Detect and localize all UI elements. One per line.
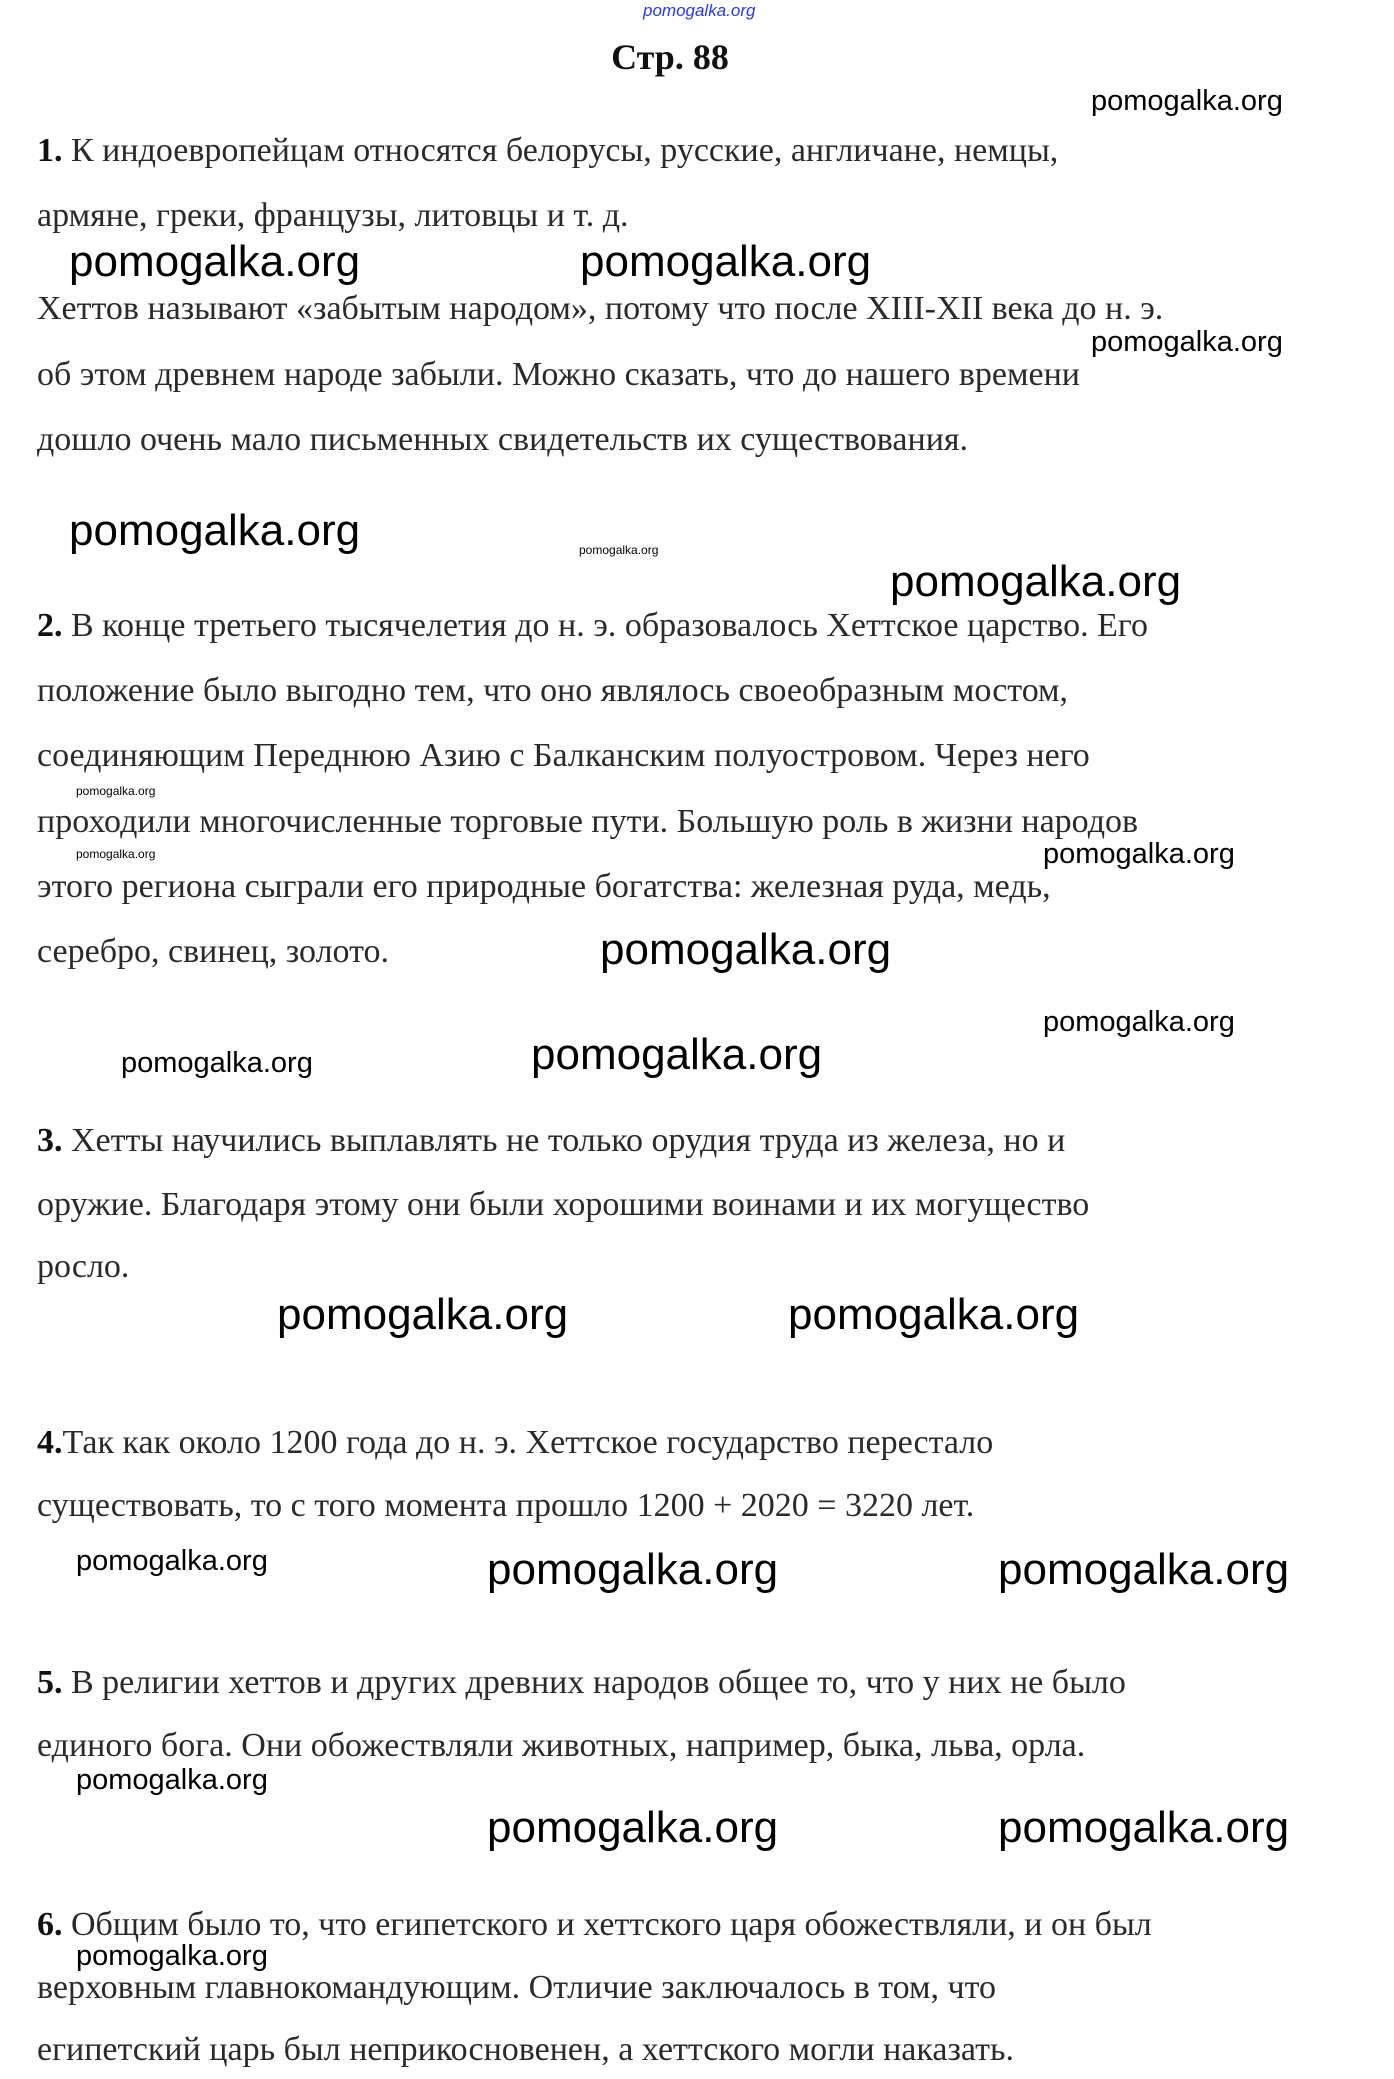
watermark: pomogalka.org (998, 1803, 1290, 1852)
item-2-line: этого региона сыграли его природные богатства: железная руда, медь, (37, 868, 1051, 905)
watermark: pomogalka.org (1043, 1006, 1235, 1038)
watermark: pomogalka.org (76, 1764, 268, 1796)
item-1-line: Хеттов называют «забытым народом», потому что после XIII-XII века до н. э. (37, 290, 1164, 327)
watermark: pomogalka.org (69, 237, 361, 286)
item-5-line: единого бога. Они обожествляли животных, например, быка, льва, орла. (37, 1727, 1086, 1764)
text: Так как около 1200 года до н. э. Хеттское государство перестало (62, 1424, 994, 1461)
item-number: 6. (37, 1906, 63, 1943)
item-1-line (37, 133, 1058, 169)
item-number: 1. (37, 132, 63, 169)
text: В конце третьего тысячелетия до н. э. образовалось Хеттское царство. Его (71, 607, 1148, 644)
watermark: pomogalka.org (76, 1545, 268, 1577)
item-number: 2. (37, 607, 63, 644)
text: В религии хеттов и других древних народов общее то, что у них не было (71, 1664, 1126, 1701)
item-6-line: египетский царь был неприкосновенен, а хеттского могли наказать. (37, 2031, 1014, 2068)
item-number: 5. (37, 1664, 63, 1701)
watermark: pomogalka.org (487, 1803, 779, 1852)
watermark: pomogalka.org (76, 784, 156, 798)
item-6-line (37, 1907, 1152, 1943)
watermark: pomogalka.org (579, 543, 659, 557)
watermark: pomogalka.org (1043, 838, 1235, 870)
watermark: pomogalka.org (277, 1290, 569, 1339)
watermark: pomogalka.org (998, 1545, 1290, 1594)
item-4-line: существовать, то с того момента прошло 1200 + 2020 = 3220 лет. (37, 1487, 975, 1524)
item-2-line: проходили многочисленные торговые пути. Большую роль в жизни народов (37, 803, 1139, 840)
watermark: pomogalka.org (1091, 326, 1283, 358)
watermark: pomogalka.org (643, 1, 756, 20)
item-3-line (37, 1123, 1065, 1159)
watermark: pomogalka.org (531, 1030, 823, 1079)
watermark: pomogalka.org (121, 1047, 313, 1079)
text: Общим было то, что египетского и хеттского царя обожествляли, и он был (71, 1906, 1152, 1943)
item-number: 4. (37, 1424, 63, 1461)
text: К индоевропейцам относятся белорусы, русские, англичане, немцы, (71, 132, 1059, 169)
watermark: pomogalka.org (76, 1940, 268, 1972)
item-1-line: об этом древнем народе забыли. Можно сказать, что до нашего времени (37, 356, 1080, 393)
watermark: pomogalka.org (600, 925, 892, 974)
item-1-line: дошло очень мало письменных свидетельств их существования. (37, 421, 969, 458)
item-5-line (37, 1665, 1126, 1701)
watermark: pomogalka.org (69, 506, 361, 555)
page-title: Стр. 88 (611, 37, 729, 77)
text: Хетты научились выплавлять не только орудия труда из железа, но и (71, 1122, 1066, 1159)
item-2-line: серебро, свинец, золото. (37, 933, 390, 970)
watermark: pomogalka.org (76, 847, 156, 861)
item-3-line: росло. (37, 1248, 130, 1285)
item-6-line: верховным главнокомандующим. Отличие заключалось в том, что (37, 1969, 997, 2006)
watermark: pomogalka.org (487, 1545, 779, 1594)
item-2-line: соединяющим Переднюю Азию с Балканским полуостровом. Через него (37, 737, 1090, 774)
item-1-line: армяне, греки, французы, литовцы и т. д. (37, 197, 629, 234)
item-number: 3. (37, 1122, 63, 1159)
item-2-line (37, 608, 1148, 644)
watermark: pomogalka.org (1091, 85, 1283, 117)
item-4-line (37, 1425, 993, 1461)
watermark: pomogalka.org (890, 557, 1182, 606)
watermark: pomogalka.org (788, 1290, 1080, 1339)
watermark: pomogalka.org (580, 237, 872, 286)
item-3-line: оружие. Благодаря этому они были хорошими воинами и их могущество (37, 1186, 1090, 1223)
item-2-line: положение было выгодно тем, что оно являлось своеобразным мостом, (37, 672, 1069, 709)
